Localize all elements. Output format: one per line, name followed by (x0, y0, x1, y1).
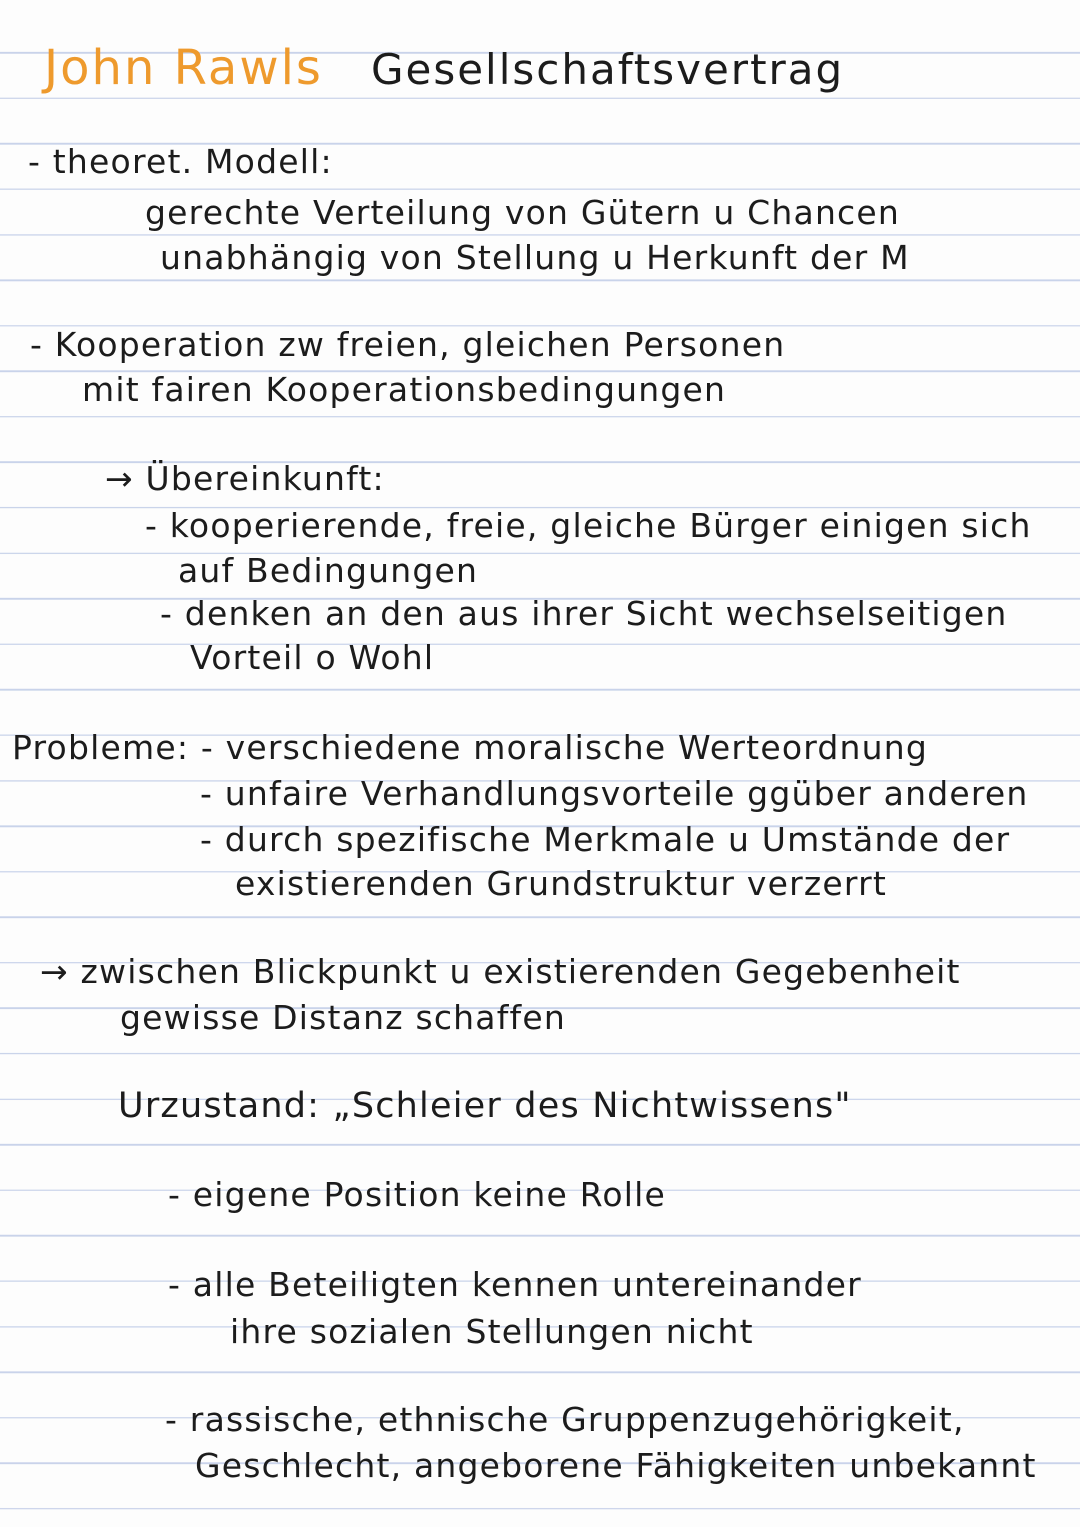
note-line: - alle Beteiligten kennen untereinander (168, 1265, 862, 1304)
note-line: Probleme: - verschiedene moralische Werteordnung (12, 728, 929, 767)
note-line: existierenden Grundstruktur verzerrt (235, 864, 888, 903)
note-line: - eigene Position keine Rolle (168, 1175, 666, 1214)
note-line: Vorteil o Wohl (190, 638, 435, 677)
title-name: John Rawls (44, 40, 323, 96)
note-line: - theoret. Modell: (28, 142, 333, 181)
note-line: - kooperierende, freie, gleiche Bürger einigen sich (145, 506, 1032, 545)
note-line: → Übereinkunft: (105, 459, 385, 498)
note-line: Urzustand: „Schleier des Nichtwissens" (118, 1086, 852, 1126)
note-line: mit fairen Kooperationsbedingungen (82, 370, 727, 409)
note-line: - durch spezifische Merkmale u Umstände der (200, 820, 1011, 859)
page-title (44, 40, 844, 98)
note-line: - Kooperation zw freien, gleichen Personen (30, 325, 786, 364)
note-line: Geschlecht, angeborene Fähigkeiten unbekannt (195, 1446, 1037, 1485)
title-topic: Gesellschaftsvertrag (370, 45, 845, 94)
note-line: gerechte Verteilung von Gütern u Chancen (145, 193, 901, 232)
note-line: - rassische, ethnische Gruppenzugehörigkeit, (165, 1400, 965, 1439)
note-line: - denken an den aus ihrer Sicht wechselseitigen (160, 594, 1008, 633)
note-line: auf Bedingungen (178, 551, 479, 590)
note-line: gewisse Distanz schaffen (120, 998, 566, 1037)
note-line: → zwischen Blickpunkt u existierenden Gegebenheit (40, 952, 961, 991)
note-line: ihre sozialen Stellungen nicht (230, 1312, 754, 1351)
note-line: unabhängig von Stellung u Herkunft der M (160, 238, 910, 277)
note-line: - unfaire Verhandlungsvorteile ggüber anderen (200, 774, 1029, 813)
